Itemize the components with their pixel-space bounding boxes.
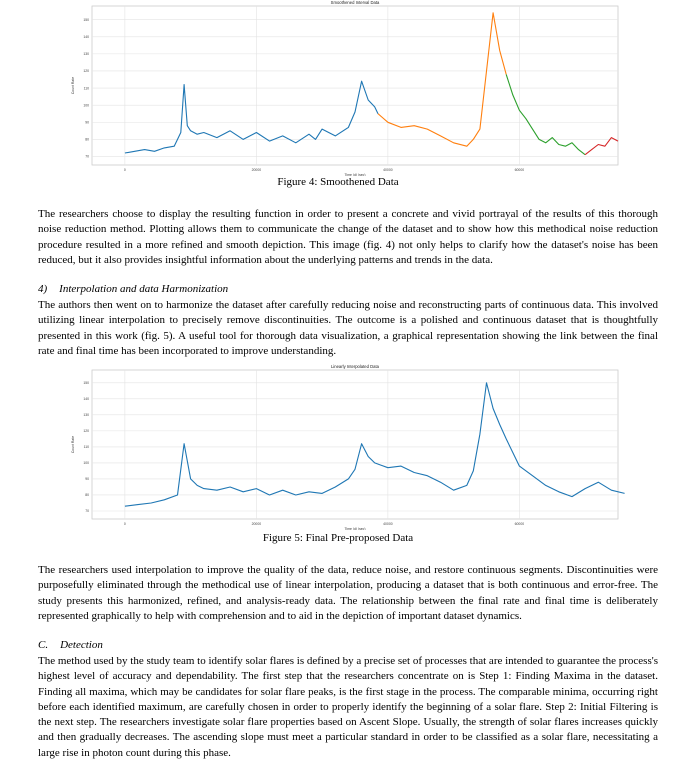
x-tick-label: 0 xyxy=(123,168,126,172)
x-tick-label: 0 xyxy=(123,522,126,526)
y-tick-label: 90 xyxy=(85,477,89,482)
section-title: Interpolation and data Harmonization xyxy=(59,283,229,295)
plot-area xyxy=(92,370,618,519)
y-tick-label: 140 xyxy=(83,34,89,39)
x-axis-label: Time (d) (sec) xyxy=(344,527,366,530)
y-tick-label: 70 xyxy=(85,154,89,159)
x-tick-label: 20000 xyxy=(251,168,262,172)
y-tick-label: 130 xyxy=(83,52,89,57)
paragraph-noise-reduction: The researchers choose to display the resulting function in order to present a concrete and vivid portrayal of the results of this thorough noise reduction method. Plotting allows them to communicate the change of the dataset and to show how this methodical noise reduction procedure resulted in a more refined and smooth depiction. This image (fig. 4) not only helps to clarify how the dataset's noise has been reduced, but it also provides insightful information about the underlying patterns and trends in the data. xyxy=(38,208,658,266)
x-tick-label: 60000 xyxy=(514,522,525,526)
plot-area xyxy=(92,6,618,165)
section-heading-detection xyxy=(38,638,658,653)
section-title: Detection xyxy=(60,639,103,651)
y-tick-label: 120 xyxy=(83,69,89,74)
y-tick-label: 140 xyxy=(83,397,89,402)
figure-5-chart xyxy=(0,362,676,530)
y-tick-label: 90 xyxy=(85,120,89,125)
figure-4-chart xyxy=(0,0,676,176)
y-tick-label: 110 xyxy=(83,86,89,91)
y-tick-label: 150 xyxy=(83,381,89,386)
paragraph-interpolation-results: The researchers used interpolation to improve the quality of the data, reduce noise, and restore continuous segments. Discontinuities were purposefully eliminated through the methodical use of linear interpolation, producing a dataset that is both continuous and error-free. The study presents this harmonized, refined, and analysis-ready data. The relationship between the final rate and final time is deliberately represented graphically to help with comprehension and to aid in the depiction of important dataset dynamics. xyxy=(38,564,658,622)
x-tick-label: 20000 xyxy=(251,522,262,526)
y-axis-label: Count Rate xyxy=(71,435,75,454)
paragraph-detection-method: The method used by the study team to identify solar flares is defined by a precise set of processes that are intended to guarantee the process's highest level of accuracy and dependability. The first step that the researchers concentrate on is Step 1: Finding Maxima in the dataset. Finding all maxima, which may be candidates for solar flare peaks, is the first stage in the process. The comparable minima, occurring right before each identified maximum, are carefully chosen in order to properly identify the beginning of a solar flare. Step 2: Initial Filtering is the next step. The researchers investigate solar flare properties based on Ascent Slope. Usually, the strength of solar flares increases quickly and then gradually decreases. The ascending slope must meet a particular standard in order to be classified as a solar flare, necessitating a large rise in photon count during this phase. xyxy=(38,655,658,759)
x-tick-label: 60000 xyxy=(514,168,525,172)
y-tick-label: 120 xyxy=(83,429,89,434)
x-tick-label: 40000 xyxy=(383,168,393,172)
y-tick-label: 80 xyxy=(85,137,89,142)
y-tick-label: 130 xyxy=(83,413,89,418)
chart-title: Linearly Interpolated Data xyxy=(331,364,379,369)
y-tick-label: 80 xyxy=(85,493,89,498)
y-tick-label: 70 xyxy=(85,509,89,514)
y-tick-label: 150 xyxy=(83,17,89,22)
x-tick-label: 40000 xyxy=(383,522,393,526)
y-tick-label: 100 xyxy=(83,103,89,108)
figure-5 xyxy=(0,362,676,530)
y-tick-label: 100 xyxy=(83,461,89,466)
figure-4-caption: Figure 4: Smoothened Data xyxy=(277,176,399,188)
x-axis-label: Time (d) (sec) xyxy=(344,173,366,176)
figure-5-caption: Figure 5: Final Pre-proposed Data xyxy=(262,532,414,544)
chart-title: Smoothened Interval Data xyxy=(330,0,380,5)
section-heading-interpolation xyxy=(38,282,658,297)
section-number: C. xyxy=(38,639,49,651)
section-number: 4) xyxy=(38,283,48,295)
paragraph-harmonization: The authors then went on to harmonize the dataset after carefully reducing noise and reconstructing parts of continuous data. This involved utilizing linear interpolation to precisely remove discontinuities. The outcome is a polished and continuous dataset that is thoughtfully presented in this work (fig. 5). A useful tool for thorough data visualization, a graphical representation showing the link between the final rate and final time has been incorporated to improve understanding. xyxy=(38,299,658,357)
figure-4 xyxy=(0,0,676,176)
y-tick-label: 110 xyxy=(83,445,89,450)
y-axis-label: Count Rate xyxy=(71,76,75,95)
